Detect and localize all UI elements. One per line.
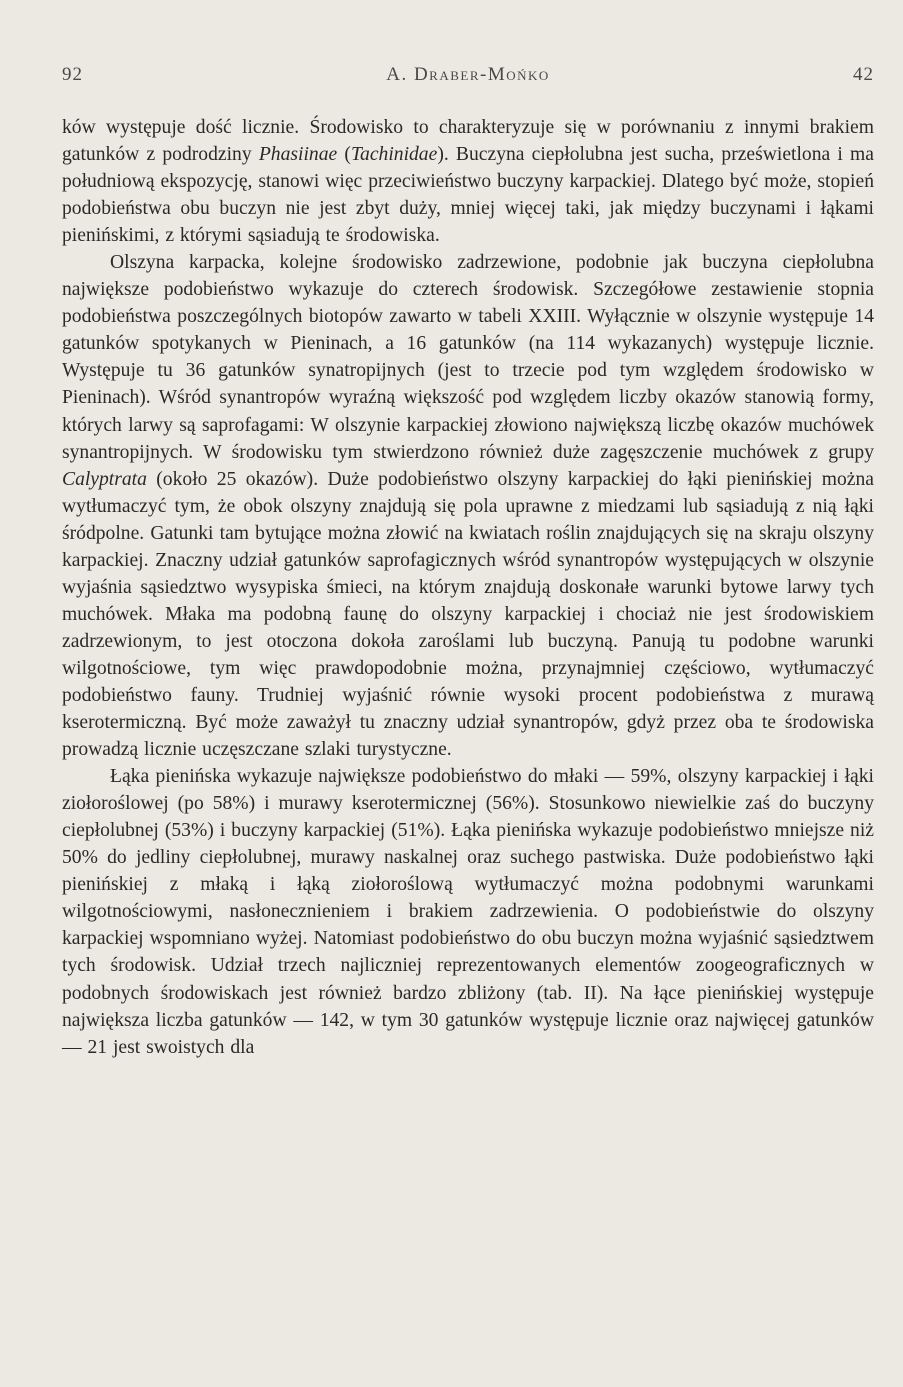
text-run: Olszyna karpacka, kolejne środowisko zadrzewione, podobnie jak buczyna ciepłolubna największe podobieństwo wykazuje do czterech środowisk. Szczegółowe zestawienie stopnia podobieństwa poszczególnych biotopów zawarto w tabeli XXIII. Wyłącznie w olszynie występuje 14 gatunków spotykanych w Pieninach, a 16 gatunków (na 114 wykazanych) występuje licznie. Występuje tu 36 gatunków synatropijnych (jest to trzecie pod tym względem środowisko w Pieninach). Wśród synantropów wyraźną większość pod względem liczby okazów stanowią formy, których larwy są saprofagami: W olszynie karpackiej złowiono największą liczbę okazów muchówek synantropijnych. W środowisku tym stwierdzono również duże zagęszczenie muchówek z grupy [62, 252, 874, 463]
paragraph-2 [62, 249, 874, 763]
paragraph-3 [62, 763, 874, 1061]
running-head [62, 64, 874, 86]
body-text [62, 114, 874, 1061]
running-head-author: A. Draber-Mońko [386, 64, 550, 85]
italic-term: Tachinidae [350, 144, 438, 166]
text-run: ). Buczyna ciepłolubna jest sucha, prześwietlona i ma południową ekspozycję, stanowi więc przeciwieństwo buczyny karpackiej. Dlatego być może, stopień podobieństwa obu buczyn nie jest zbyt duży, mniej więcej taki, jak między buczynami i łąkami pienińskimi, z którymi sąsiadują te środowiska. [62, 144, 874, 247]
volume-number: 42 [853, 64, 874, 85]
page-number: 92 [62, 64, 83, 85]
text-run: Łąka pienińska wykazuje największe podobieństwo do młaki — 59%, olszyny karpackiej i łąki ziołoroślowej (po 58%) i murawy kserotermicznej (56%). Stosunkowo niewielkie zaś do buczyny ciepłolubnej (53%) i buczyny karpackiej (51%). Łąka pienińska wykazuje podobieństwo mniejsze niż 50% do jedliny ciepłolubnej, murawy naskalnej oraz suchego pastwiska. Duże podobieństwo łąki pienińskiej z młaką i łąką ziołoroślową wytłumaczyć można podobnymi warunkami wilgotnościowymi, nasłonecznieniem i brakiem zadrzewienia. O podobieństwie do olszyny karpackiej wspomniano wyżej. Natomiast podobieństwo do obu buczyn można wyjaśnić sąsiedztwem tych środowisk. Udział trzech najliczniej reprezentowanych elementów zoogeograficznych w podobnych środowiskach jest również bardzo zbliżony (tab. II). Na łące pienińskiej występuje największa liczba gatunków — 142, w tym 30 gatunków występuje licznie oraz najwięcej gatunków — 21 jest swoistych dla [62, 766, 874, 1058]
text-run: ków występuje dość licznie. Środowisko to charakteryzuje się w porównaniu z innymi brakiem gatunków z podrodziny [62, 117, 874, 166]
text-run: (około 25 okazów). Duże podobieństwo olszyny karpackiej do łąki pienińskiej można wytłumaczyć tym, że obok olszyny znajdują się pola uprawne z miedzami lub sąsiadują z nią łąki śródpolne. Gatunki tam bytujące można złowić na kwiatach roślin znajdujących się na skraju olszyny karpackiej. Znaczny udział gatunków saprofagicznych wśród synantropów występujących w olszynie wyjaśnia sąsiedztwo wysypiska śmieci, na którym znajdują doskonałe warunki bytowe larwy tych muchówek. Młaka ma podobną faunę do olszyny karpackiej i chociaż nie jest środowiskiem zadrzewionym, to jest otoczona dokoła zaroślami lub buczyną. Panują tu podobne warunki wilgotnościowe, tym więc prawdopodobnie można, przynajmniej częściowo, wytłumaczyć podobieństwo fauny. Trudniej wyjaśnić równie wysoki procent podobieństwa z murawą kserotermiczną. Być może zaważył tu znaczny udział synantropów, gdyż przez oba te środowiska prowadzą licznie uczęszczane szlaki turystyczne. [62, 468, 874, 761]
text-run: ( [337, 144, 351, 166]
italic-term: Phasiinae [258, 144, 338, 166]
italic-term: Calyptrata [62, 468, 147, 490]
paragraph-1 [62, 114, 874, 249]
